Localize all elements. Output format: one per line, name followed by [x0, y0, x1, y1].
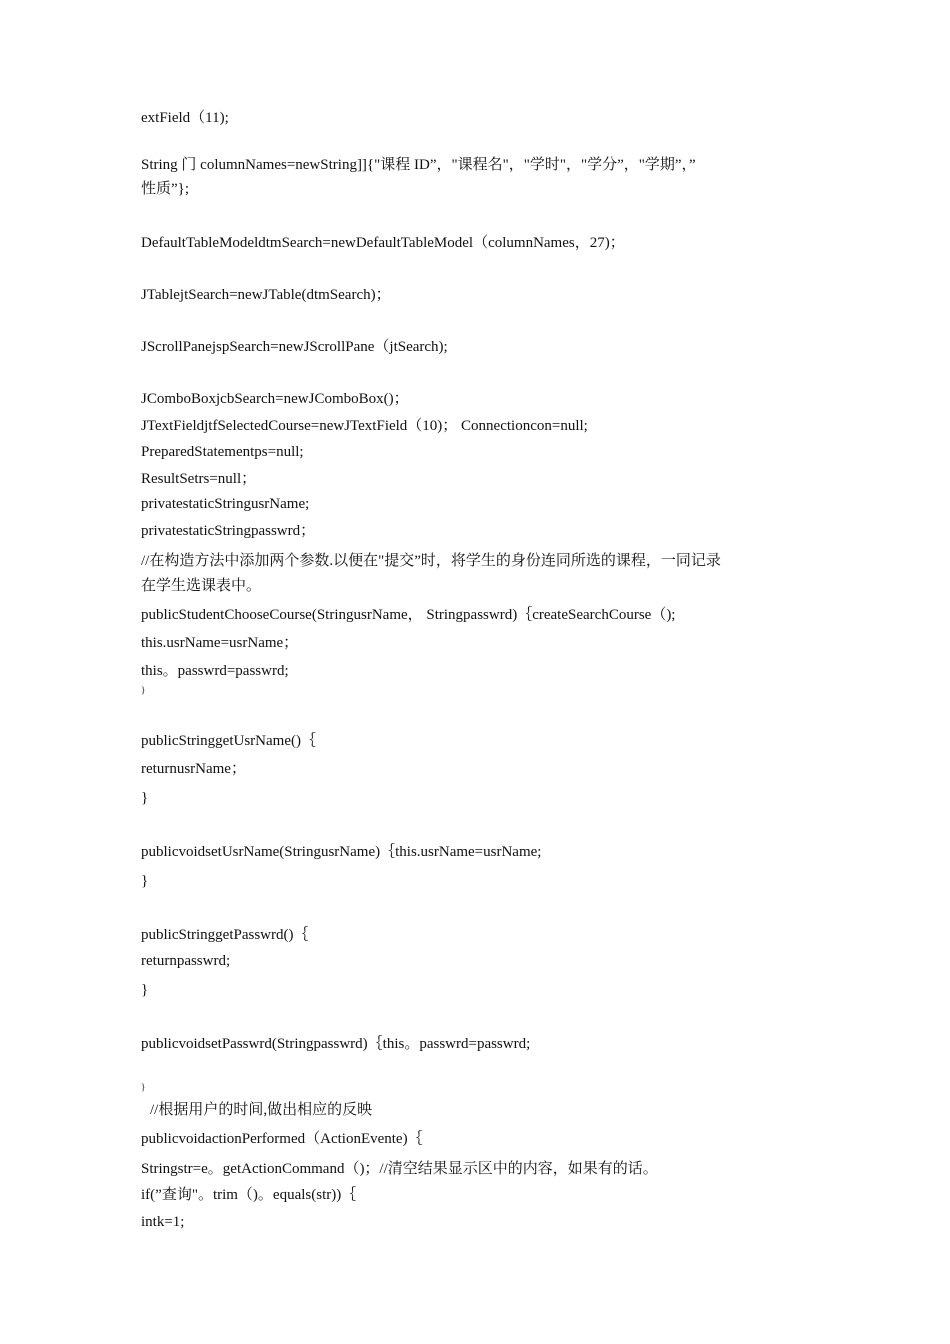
code-line: Stringstr=e。getActionCommand（)；//清空结果显示区中的内容，如果有的话。 [141, 1161, 658, 1177]
code-line: publicvoidsetPasswrd(Stringpasswrd)｛this。passwrd=passwrd; [141, 1036, 531, 1052]
code-line: JComboBoxjcbSearch=newJComboBox()； [141, 391, 409, 407]
closing-brace: } [141, 982, 149, 998]
code-line: this。passwrd=passwrd; [141, 663, 289, 679]
code-line: publicStringgetUsrName()｛ [141, 733, 316, 749]
code-line: publicvoidsetUsrName(StringusrName)｛this.usrName=usrName; [141, 844, 542, 860]
code-line: extField（11); [141, 110, 229, 126]
closing-brace: } [141, 1082, 146, 1092]
code-line: returnusrName； [141, 761, 246, 777]
code-line: publicStringgetPasswrd()｛ [141, 927, 309, 943]
code-line: JScrollPanejspSearch=newJScrollPane（jtSearch); [141, 339, 448, 355]
code-line: publicvoidactionPerformed（ActionEvente)｛ [141, 1131, 423, 1147]
code-line: JTextFieldjtfSelectedCourse=newJTextField（10)； Connectioncon=null; [141, 418, 588, 434]
code-line: privatestaticStringpasswrd； [141, 523, 316, 539]
comment-line: //根据用户的时间,做出相应的反映 [150, 1102, 373, 1118]
closing-brace: } [141, 790, 149, 806]
code-line: ResultSetrs=null； [141, 471, 257, 487]
code-line: privatestaticStringusrName; [141, 496, 310, 512]
code-line: JTablejtSearch=newJTable(dtmSearch)； [141, 287, 391, 303]
code-line: DefaultTableModeldtmSearch=newDefaultTableModel（columnNames，27)； [141, 235, 625, 251]
comment-line: //在构造方法中添加两个参数.以便在"提交”时，将学生的身份连同所选的课程，一同记录 [141, 553, 721, 569]
comment-line: 在学生选课表中。 [141, 578, 262, 594]
closing-brace: } [141, 685, 146, 695]
code-line: PreparedStatementps=null; [141, 444, 304, 460]
closing-brace: } [141, 873, 149, 889]
code-line: publicStudentChooseCourse(StringusrName， Stringpasswrd)｛createSearchCourse（); [141, 607, 676, 623]
code-line: 性质”}; [141, 181, 190, 197]
code-line: String 门 columnNames=newString]]{"课程 ID”，"课程名"，"学时"，"学分”，"学期”，” [141, 157, 696, 173]
code-line: intk=1; [141, 1214, 185, 1230]
code-line: returnpasswrd; [141, 953, 231, 969]
code-line: if(”查询"。trim（)。equals(str))｛ [141, 1187, 357, 1203]
code-line: this.usrName=usrName； [141, 635, 299, 651]
